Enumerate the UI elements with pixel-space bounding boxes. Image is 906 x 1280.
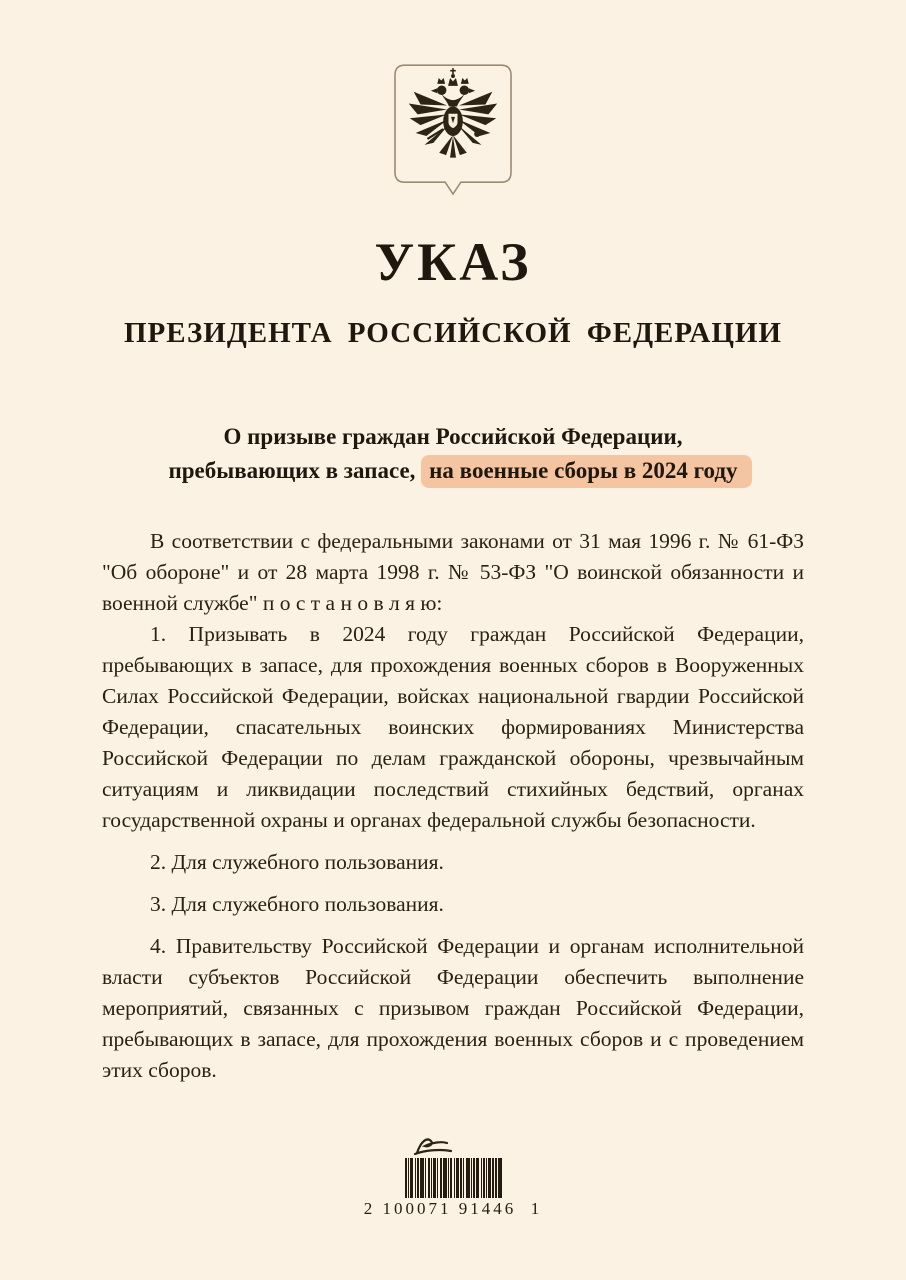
document-type-title: УКАЗ (374, 232, 532, 292)
subject-line-1: О призыве граждан Российской Федерации, (223, 424, 683, 449)
document-issuer: ПРЕЗИДЕНТА РОССИЙСКОЙ ФЕДЕРАЦИИ (123, 317, 782, 349)
double-headed-eagle (409, 68, 498, 157)
subject-line-2-plain: пребывающих в запасе, (168, 458, 422, 483)
subject-highlighted-text: на военные сборы в 2024 году (421, 455, 751, 488)
barcode-number: 2 100071 91446 1 (363, 1199, 543, 1218)
preamble-paragraph: В соответствии с федеральными законами от 31 мая 1996 г. № 61-ФЗ "Об обороне" и от 28 марта 1998 г. № 53-ФЗ "О воинской обязанности и военной службе" п о с т а н о в л я ю: (102, 529, 804, 615)
document-body (102, 526, 804, 1086)
document-subject (0, 420, 906, 488)
subject-line-2 (0, 454, 906, 488)
barcode-bars (405, 1158, 502, 1198)
barcode-bar (498, 1158, 502, 1198)
clause-3: 3. Для служебного пользования. (150, 892, 444, 916)
barcode (0, 1134, 906, 1219)
clause-2: 2. Для служебного пользования. (150, 850, 444, 874)
clause-1: 1. Призывать в 2024 году граждан Российской Федерации, пребывающих в запасе, для прохождения военных сборов в Вооруженных Силах Российской Федерации, войсках национальной гвардии Российской Федерации, спасательных воинских формированиях Министерства Российской Федерации по делам гражданской обороны, чрезвычайным ситуациям и ликвидации последствий стихийных бедствий, органах государственной охраны и органах федеральной службы безопасности. (102, 622, 804, 832)
handwritten-mark-icon (411, 1134, 455, 1158)
coat-of-arms-russia (394, 63, 512, 209)
clause-4: 4. Правительству Российской Федерации и органам исполнительной власти субъектов Российской Федерации обеспечить выполнение мероприятий, связанных с призывом граждан Российской Федерации, пребывающих в запасе, для прохождения военных сборов и с проведением этих сборов. (102, 934, 804, 1082)
